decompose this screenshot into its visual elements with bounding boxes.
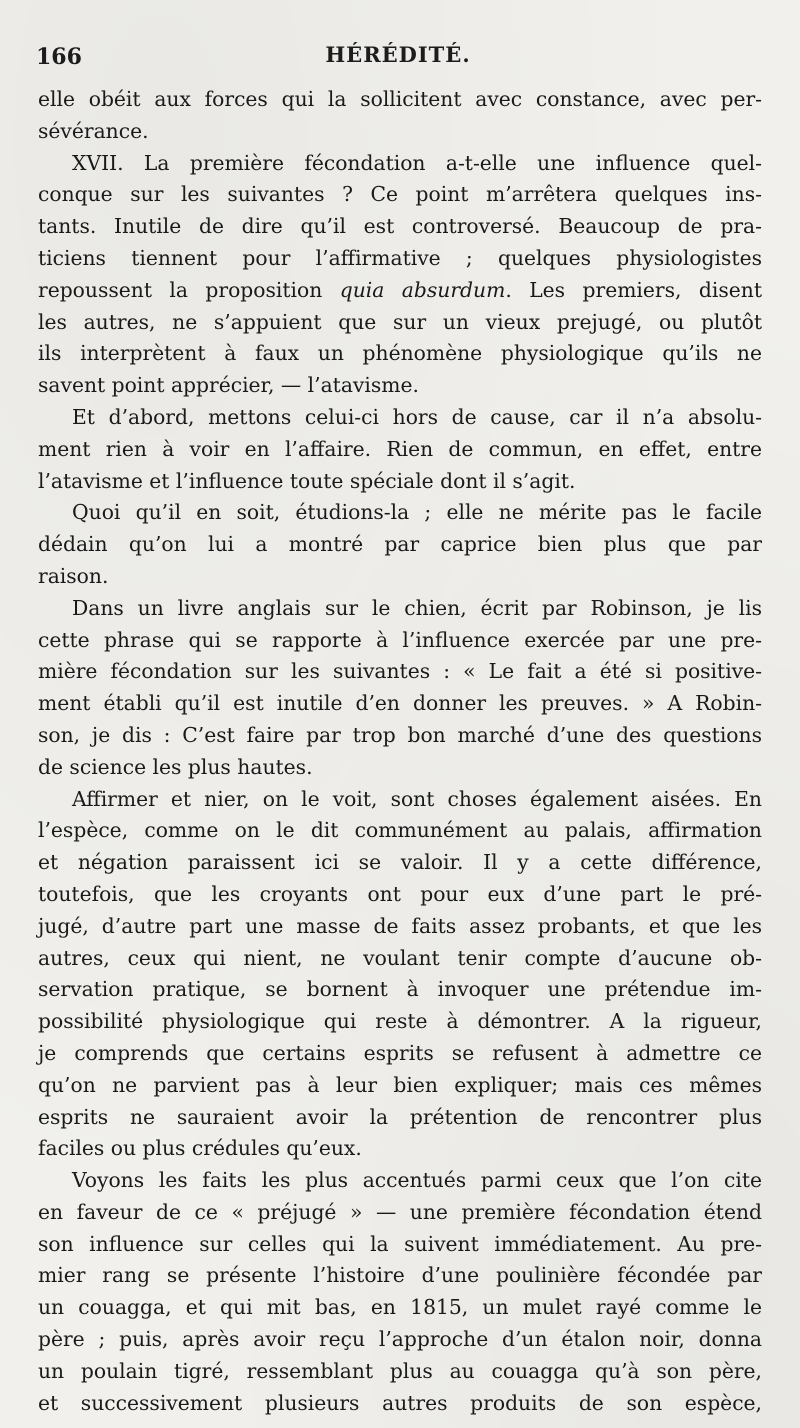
text-line: son influence sur celles qui la suivent immédiatement. Au pre- (38, 1231, 762, 1256)
text-line: conque sur les suivantes ? Ce point m’arrêtera quelques ins- (38, 182, 762, 207)
text-line: père ; puis, après avoir reçu l’approche d’un étalon noir, donna (38, 1327, 762, 1352)
text-line: et successivement plusieurs autres produits de son espèce, (38, 1390, 762, 1415)
text-line: toutefois, que les croyants ont pour eux d’une part le pré- (38, 881, 762, 906)
text-line: cette phrase qui se rapporte à l’influence exercée par une pre- (38, 627, 762, 652)
text-line: son, je dis : C’est faire par trop bon marché d’une des questions (38, 722, 762, 747)
text-line: elle obéit aux forces qui la sollicitent avec constance, avec per- (38, 87, 762, 111)
text-line: l’atavisme et l’influence toute spéciale dont il s’agit. (38, 468, 576, 493)
text-line: XVII. La première fécondation a-t-elle une influence quel- (72, 150, 762, 175)
body-text (38, 84, 762, 1419)
text-line: sévérance. (38, 118, 149, 143)
text-line: un couagga, et qui mit bas, en 1815, un mulet rayé comme le (38, 1295, 762, 1320)
text-line: Et d’abord, mettons celui-ci hors de cause, car il n’a absolu- (72, 404, 762, 429)
text-line: autres, ceux qui nient, ne voulant tenir compte d’aucune ob- (38, 945, 762, 970)
italic-phrase: quia absurdum (339, 277, 506, 302)
page-number: 166 (36, 44, 82, 70)
running-head: HÉRÉDITÉ. (325, 42, 471, 67)
text-line: ticiens tiennent pour l’affirmative ; quelques physiologistes (38, 245, 762, 270)
text-line: ment rien à voir en l’affaire. Rien de commun, en effet, entre (38, 436, 762, 461)
text-line: Quoi qu’il en soit, étudions-la ; elle ne mérite pas le facile (72, 500, 762, 525)
text-line: tants. Inutile de dire qu’il est controversé. Beaucoup de pra- (38, 214, 762, 239)
text-line: l’espèce, comme on le dit communément au palais, affirmation (38, 818, 762, 843)
text-line: ils interprètent à faux un phénomène physiologique qu’ils ne (38, 341, 762, 366)
text-line: Affirmer et nier, on le voit, sont choses également aisées. En (72, 786, 762, 811)
text-line: raison. (38, 563, 109, 588)
text-line: Voyons les faits les plus accentués parmi ceux que l’on cite (72, 1168, 762, 1193)
text-line: je comprends que certains esprits se refusent à admettre ce (38, 1040, 762, 1065)
text-line: possibilité physiologique qui reste à démontrer. A la rigueur, (38, 1009, 762, 1034)
text-line: dédain qu’on lui a montré par caprice bien plus que par (38, 532, 762, 557)
text-line: jugé, d’autre part une masse de faits assez probants, et que les (38, 913, 762, 938)
text-line: mière fécondation sur les suivantes : « Le fait a été si positive- (38, 659, 762, 684)
text-line: un poulain tigré, ressemblant plus au couagga qu’à son père, (38, 1358, 762, 1383)
text-line: de science les plus hautes. (38, 754, 313, 779)
text-line: savent point apprécier, — l’atavisme. (38, 373, 419, 398)
text-line: servation pratique, se bornent à invoquer une prétendue im- (38, 977, 762, 1002)
text-line: esprits ne sauraient avoir la prétention de rencontrer plus (38, 1104, 762, 1129)
text-line: et négation paraissent ici se valoir. Il y a cette différence, (38, 850, 762, 875)
text-line: mier rang se présente l’histoire d’une poulinière fécondée par (38, 1263, 762, 1288)
text-line: faciles ou plus crédules qu’eux. (38, 1136, 362, 1161)
text-segment: repoussent la proposition (38, 277, 340, 302)
text-line: ment établi qu’il est inutile d’en donner les preuves. » A Robin- (38, 691, 762, 716)
page-header (36, 36, 760, 76)
text-segment: . Les premiers, disent (505, 277, 762, 302)
text-line: Dans un livre anglais sur le chien, écrit par Robinson, je lis (72, 595, 762, 620)
text-line: les autres, ne s’appuient que sur un vieux prejugé, ou plutôt (38, 309, 762, 334)
text-line: en faveur de ce « préjugé » — une première fécondation étend (38, 1199, 762, 1224)
text-line: qu’on ne parvient pas à leur bien expliquer; mais ces mêmes (38, 1072, 762, 1097)
text-line-italic (38, 275, 762, 307)
